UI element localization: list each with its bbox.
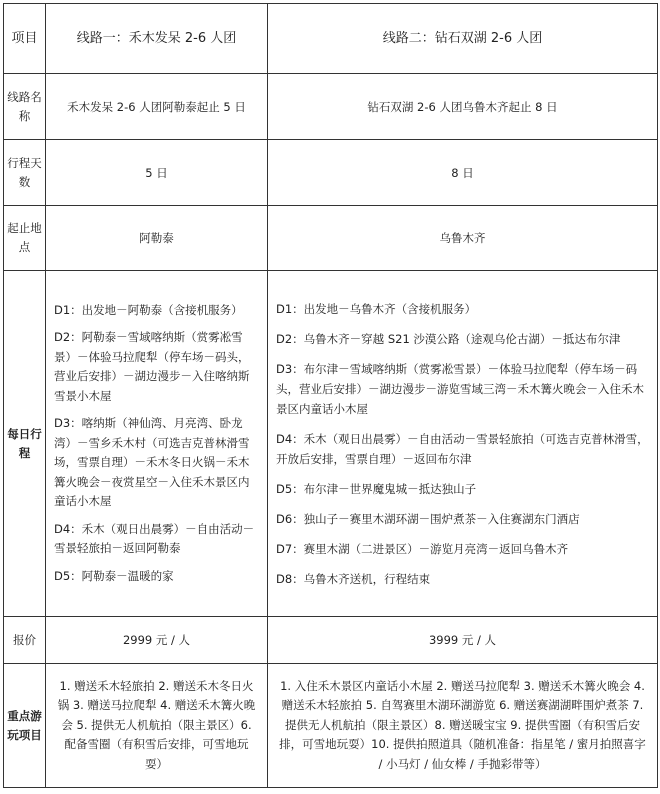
row-duration [4, 140, 658, 206]
route1-highlights: 1. 赠送禾木轻旅拍 2. 赠送禾木冬日火锅 3. 赠送马拉爬犁 4. 赠送禾木篝火晚会 5. 提供无人机航拍（限主景区）6. 配备雪圈（有积雪后安排，可雪地玩耍） [46, 664, 268, 788]
row-highlights [4, 664, 658, 788]
route1-price: 2999 元 / 人 [46, 617, 268, 664]
row-route-name [4, 74, 658, 140]
route1-day-1: D1：出发地－阿勒泰（含接机服务） [54, 302, 243, 317]
label-price: 报价 [4, 617, 46, 664]
row-start-end [4, 206, 658, 271]
route2-itinerary [268, 271, 658, 617]
route1-duration: 5 日 [46, 140, 268, 206]
route2-day-2: D2：乌鲁木齐－穿越 S21 沙漠公路（途观乌伦古湖）－抵达布尔津 [276, 331, 621, 346]
route2-day-1: D1：出发地－乌鲁木齐（含接机服务） [276, 301, 477, 316]
route2-highlights: 1. 入住禾木景区内童话小木屋 2. 赠送马拉爬犁 3. 赠送禾木篝火晚会 4. 赠送禾木轻旅拍 5. 自驾赛里木湖环湖游览 6. 赠送赛湖湖畔围炉煮茶 7. 提供无人机航拍（限主景区）8. 赠送暖宝宝 9. 提供雪圈（有积雪后安排，可雪地玩耍）10. 提供拍照道具（随机准备：指星笔 / 蜜月拍照喜字 / 小马灯 / 仙女棒 / 手抛彩带等） [268, 664, 658, 788]
route1-itinerary [46, 271, 268, 617]
route2-day-3: D3：布尔津－雪域喀纳斯（赏雾凇雪景）－体验马拉爬犁（停车场－码头，营业后安排）－湖边漫步－游览雪域三湾－禾木篝火晚会－入住禾木景区内童话小木屋 [276, 361, 644, 416]
label-start-end: 起止地点 [4, 206, 46, 271]
route1-start-end: 阿勒泰 [46, 206, 268, 271]
route1-day-2: D2：阿勒泰－雪域喀纳斯（赏雾凇雪景）－体验马拉爬犁（停车场－码头，营业后安排）－湖边漫步－入住喀纳斯雪景小木屋 [54, 330, 250, 403]
route2-day-6: D6：独山子－赛里木湖环湖－围炉煮茶－入住赛湖东门酒店 [276, 511, 580, 526]
label-duration: 行程天数 [4, 140, 46, 206]
row-itinerary [4, 271, 658, 617]
route1-day-4: D4：禾木（观日出晨雾）－自由活动－雪景轻旅拍－返回阿勒泰 [54, 521, 255, 556]
route2-day-5: D5：布尔津－世界魔鬼城－抵达独山子 [276, 481, 477, 496]
route2-day-4: D4：禾木（观日出晨雾）－自由活动－雪景轻旅拍（可选吉克普林滑雪，开放后安排，雪票自理）－返回布尔津 [276, 431, 649, 466]
header-row [4, 4, 658, 74]
route2-name: 钻石双湖 2-6 人团乌鲁木齐起止 8 日 [268, 74, 658, 140]
label-route-name: 线路名称 [4, 74, 46, 140]
label-highlights: 重点游玩项目 [4, 664, 46, 788]
row-price [4, 617, 658, 664]
route2-duration: 8 日 [268, 140, 658, 206]
label-itinerary: 每日行程 [4, 271, 46, 617]
route1-name: 禾木发呆 2-6 人团阿勒泰起止 5 日 [46, 74, 268, 140]
header-route2: 线路二：钻石双湖 2-6 人团 [268, 4, 658, 74]
route2-start-end: 乌鲁木齐 [268, 206, 658, 271]
route2-price: 3999 元 / 人 [268, 617, 658, 664]
route2-day-8: D8：乌鲁木齐送机，行程结束 [276, 571, 431, 586]
route2-day-7: D7：赛里木湖（二进景区）－游览月亮湾－返回乌鲁木齐 [276, 541, 569, 556]
route1-day-5: D5：阿勒泰－温暖的家 [54, 568, 174, 583]
header-route1: 线路一：禾木发呆 2-6 人团 [46, 4, 268, 74]
itinerary-comparison-table [3, 3, 658, 788]
route1-day-3: D3：喀纳斯（神仙湾、月亮湾、卧龙湾）－雪乡禾木村（可选吉克普林滑雪场，雪票自理）－禾木冬日火锅－禾木篝火晚会－夜赏星空－入住禾木景区内童话小木屋 [54, 416, 250, 509]
header-item: 项目 [4, 4, 46, 74]
